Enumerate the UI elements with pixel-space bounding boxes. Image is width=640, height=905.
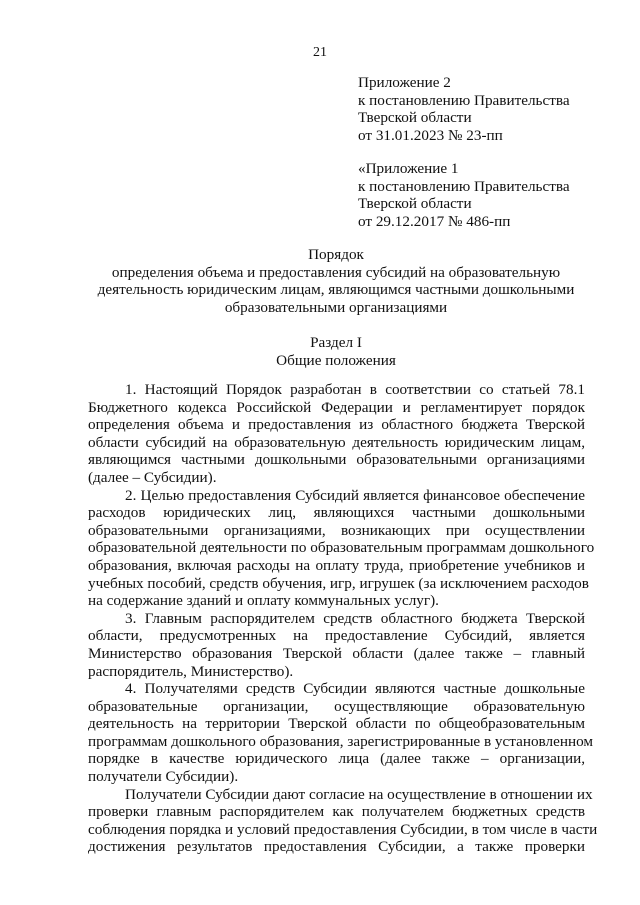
section-title: Общие положения: [276, 351, 396, 369]
attachment-line: от 31.01.2023 № 23-пп: [358, 126, 503, 144]
body-line: образовательными организациями, возникающих при осуществлении: [88, 521, 585, 539]
body-line: являющимся частными дошкольными образовательными организациями: [88, 451, 585, 469]
body-line: образовательной деятельности по образовательным программам дошкольного: [88, 539, 595, 557]
body-line: на содержание зданий и оплату коммунальных услуг).: [88, 592, 439, 610]
body-line: достижения результатов предоставления Субсидии, а также проверки: [88, 838, 585, 856]
body-line: области субсидий на образовательную деятельность юридическим лицам,: [88, 433, 585, 451]
body-line: соблюдения порядка и условий предоставления Субсидии, в том числе в части: [88, 820, 598, 838]
attachment-line: «Приложение 1: [358, 160, 459, 177]
attachment-line: Тверской области: [358, 109, 472, 127]
attachment-header-original: [358, 160, 608, 230]
body-line: Бюджетного кодекса Российской Федерации и регламентирует порядок: [88, 398, 585, 416]
title-line: образовательными организациями: [224, 298, 448, 316]
body-line: Министерство образования Тверской области (далее также – главный: [88, 644, 585, 662]
body-line: 4. Получателями средств Субсидии являются частные дошкольные: [125, 680, 585, 698]
body-line: 1. Настоящий Порядок разработан в соответствии со статьей 78.1: [125, 381, 585, 398]
body-line: проверки главным распорядителем как получателем бюджетных средств: [88, 803, 585, 821]
body-line: деятельность на территории Тверской области по общеобразовательным: [88, 715, 585, 733]
attachment-line: от 29.12.2017 № 486-пп: [358, 212, 511, 230]
title-line: деятельность юридическим лицам, являющимся частными дошкольными: [97, 281, 575, 299]
attachment-line: Тверской области: [358, 195, 472, 213]
body-line: Получатели Субсидии дают согласие на осуществление в отношении их: [125, 785, 593, 803]
body-text: [88, 381, 598, 856]
document-title: [88, 246, 584, 316]
attachment-line: Приложение 2: [358, 74, 451, 91]
body-line: 3. Главным распорядителем средств областного бюджета Тверской: [125, 609, 585, 627]
body-line: расходов юридических лиц, являющихся частными дошкольными: [88, 504, 585, 522]
body-line: распорядитель, Министерство).: [88, 662, 294, 680]
attachment-header-current: [358, 74, 608, 144]
title-line: Порядок: [308, 246, 364, 263]
body-line: (далее – Субсидии).: [88, 468, 217, 486]
body-line: образовательные организации, осуществляющие образовательную: [88, 697, 585, 715]
body-line: получатели Субсидии).: [88, 768, 239, 786]
body-line: 2. Целью предоставления Субсидий является финансовое обеспечение: [125, 486, 585, 504]
page-number: 21: [313, 45, 327, 60]
body-line: определения объема и предоставления из областного бюджета Тверской: [88, 416, 585, 434]
attachment-line: к постановлению Правительства: [358, 91, 570, 109]
section-heading: [88, 334, 584, 369]
section-number: Раздел I: [310, 334, 362, 351]
title-line: определения объема и предоставления субсидий на образовательную: [111, 263, 561, 281]
attachment-line: к постановлению Правительства: [358, 177, 570, 195]
body-line: учебных пособий, средств обучения, игр, игрушек (за исключением расходов: [88, 574, 589, 592]
body-line: области, предусмотренных на предоставление Субсидий, является: [88, 627, 585, 645]
body-line: порядке в качестве юридического лица (далее также – организации,: [88, 750, 585, 768]
body-line: программам дошкольного образования, зарегистрированные в установленном: [88, 732, 593, 750]
body-line: образования, включая расходы на оплату труда, приобретение учебников и: [88, 556, 585, 574]
